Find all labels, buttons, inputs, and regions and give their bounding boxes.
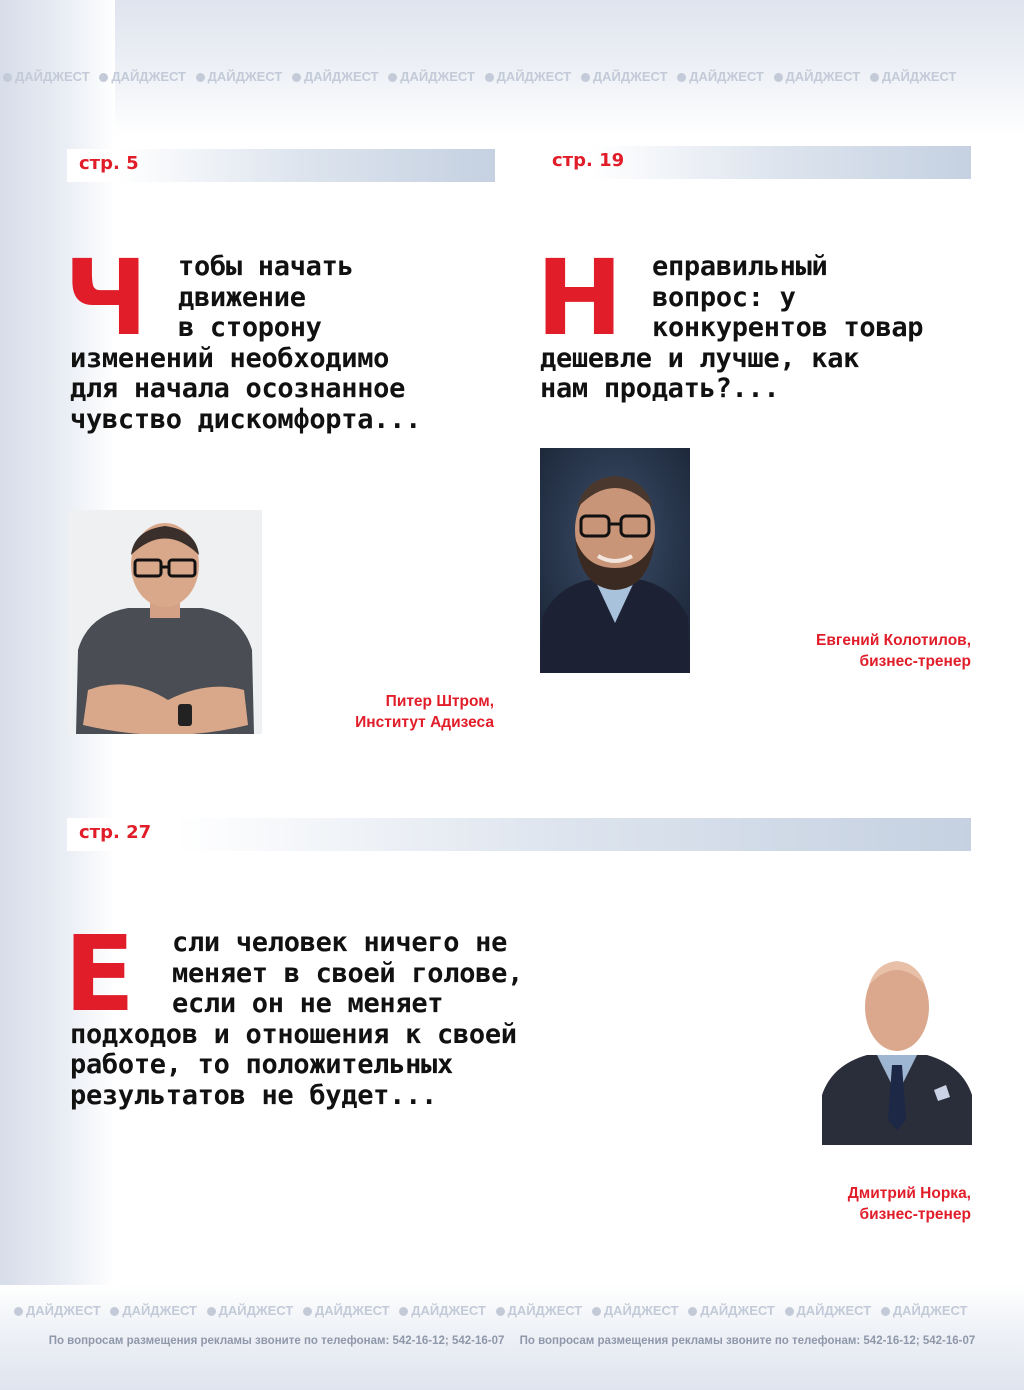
author-name: Питер Штром, — [385, 693, 494, 710]
author-role: Институт Адизеса — [355, 714, 494, 731]
section-bar — [67, 149, 495, 182]
author-photo — [540, 448, 690, 673]
author-photo — [68, 510, 262, 734]
author-name: Евгений Колотилов, — [816, 632, 971, 649]
author-role: бизнес-тренер — [859, 653, 971, 670]
author-caption — [355, 691, 494, 733]
author-caption — [816, 630, 971, 672]
digest-ticker-bottom: ДАЙДЖЕСТ ДАЙДЖЕСТ ДАЙДЖЕСТ ДАЙДЖЕСТ ДАЙДЖЕСТ ДАЙДЖЕСТ ДАЙДЖЕСТ ДАЙДЖЕСТ ДАЙДЖЕСТ ДАЙДЖЕСТ — [0, 1303, 1024, 1318]
article-lead-text: еправильный вопрос: у конкурентов товар дешевле и лучше, как нам продать?... — [540, 251, 924, 404]
portrait-image — [68, 510, 262, 734]
footer-advertising-contacts — [0, 1335, 1024, 1347]
article-lead-text: сли человек ничего не меняет в своей голове, если он не меняет подходов и отношения к своей работе, то положительных результатов не будет... — [70, 927, 524, 1111]
author-caption — [848, 1183, 971, 1225]
header-background-band — [0, 0, 1024, 135]
portrait-image — [540, 448, 690, 673]
drop-cap: Е — [64, 913, 136, 1035]
page-reference: стр. 27 — [79, 822, 152, 843]
footer-phone-text: По вопросам размещения рекламы звоните по телефонам: 542-16-12; 542-16-07 — [48, 1335, 505, 1347]
section-bar — [540, 146, 971, 179]
author-photo — [822, 945, 972, 1145]
page-reference: стр. 5 — [79, 153, 139, 174]
drop-cap: Н — [536, 237, 624, 359]
author-role: бизнес-тренер — [859, 1206, 971, 1223]
page-reference: стр. 19 — [552, 150, 625, 171]
portrait-image — [822, 945, 972, 1145]
drop-cap: Ч — [64, 237, 149, 359]
author-name: Дмитрий Норка, — [847, 1185, 971, 1202]
digest-ticker-top: ДАЙДЖЕСТ ДАЙДЖЕСТ ДАЙДЖЕСТ ДАЙДЖЕСТ ДАЙДЖЕСТ ДАЙДЖЕСТ ДАЙДЖЕСТ ДАЙДЖЕСТ ДАЙДЖЕСТ ДАЙДЖЕСТ — [0, 69, 1024, 84]
article-lead-text: тобы начать движение в сторону изменений необходимо для начала осознанное чувство дискомфорта... — [70, 251, 422, 435]
section-bar — [67, 818, 971, 851]
footer-phone-text: По вопросам размещения рекламы звоните по телефонам: 542-16-12; 542-16-07 — [519, 1335, 976, 1347]
